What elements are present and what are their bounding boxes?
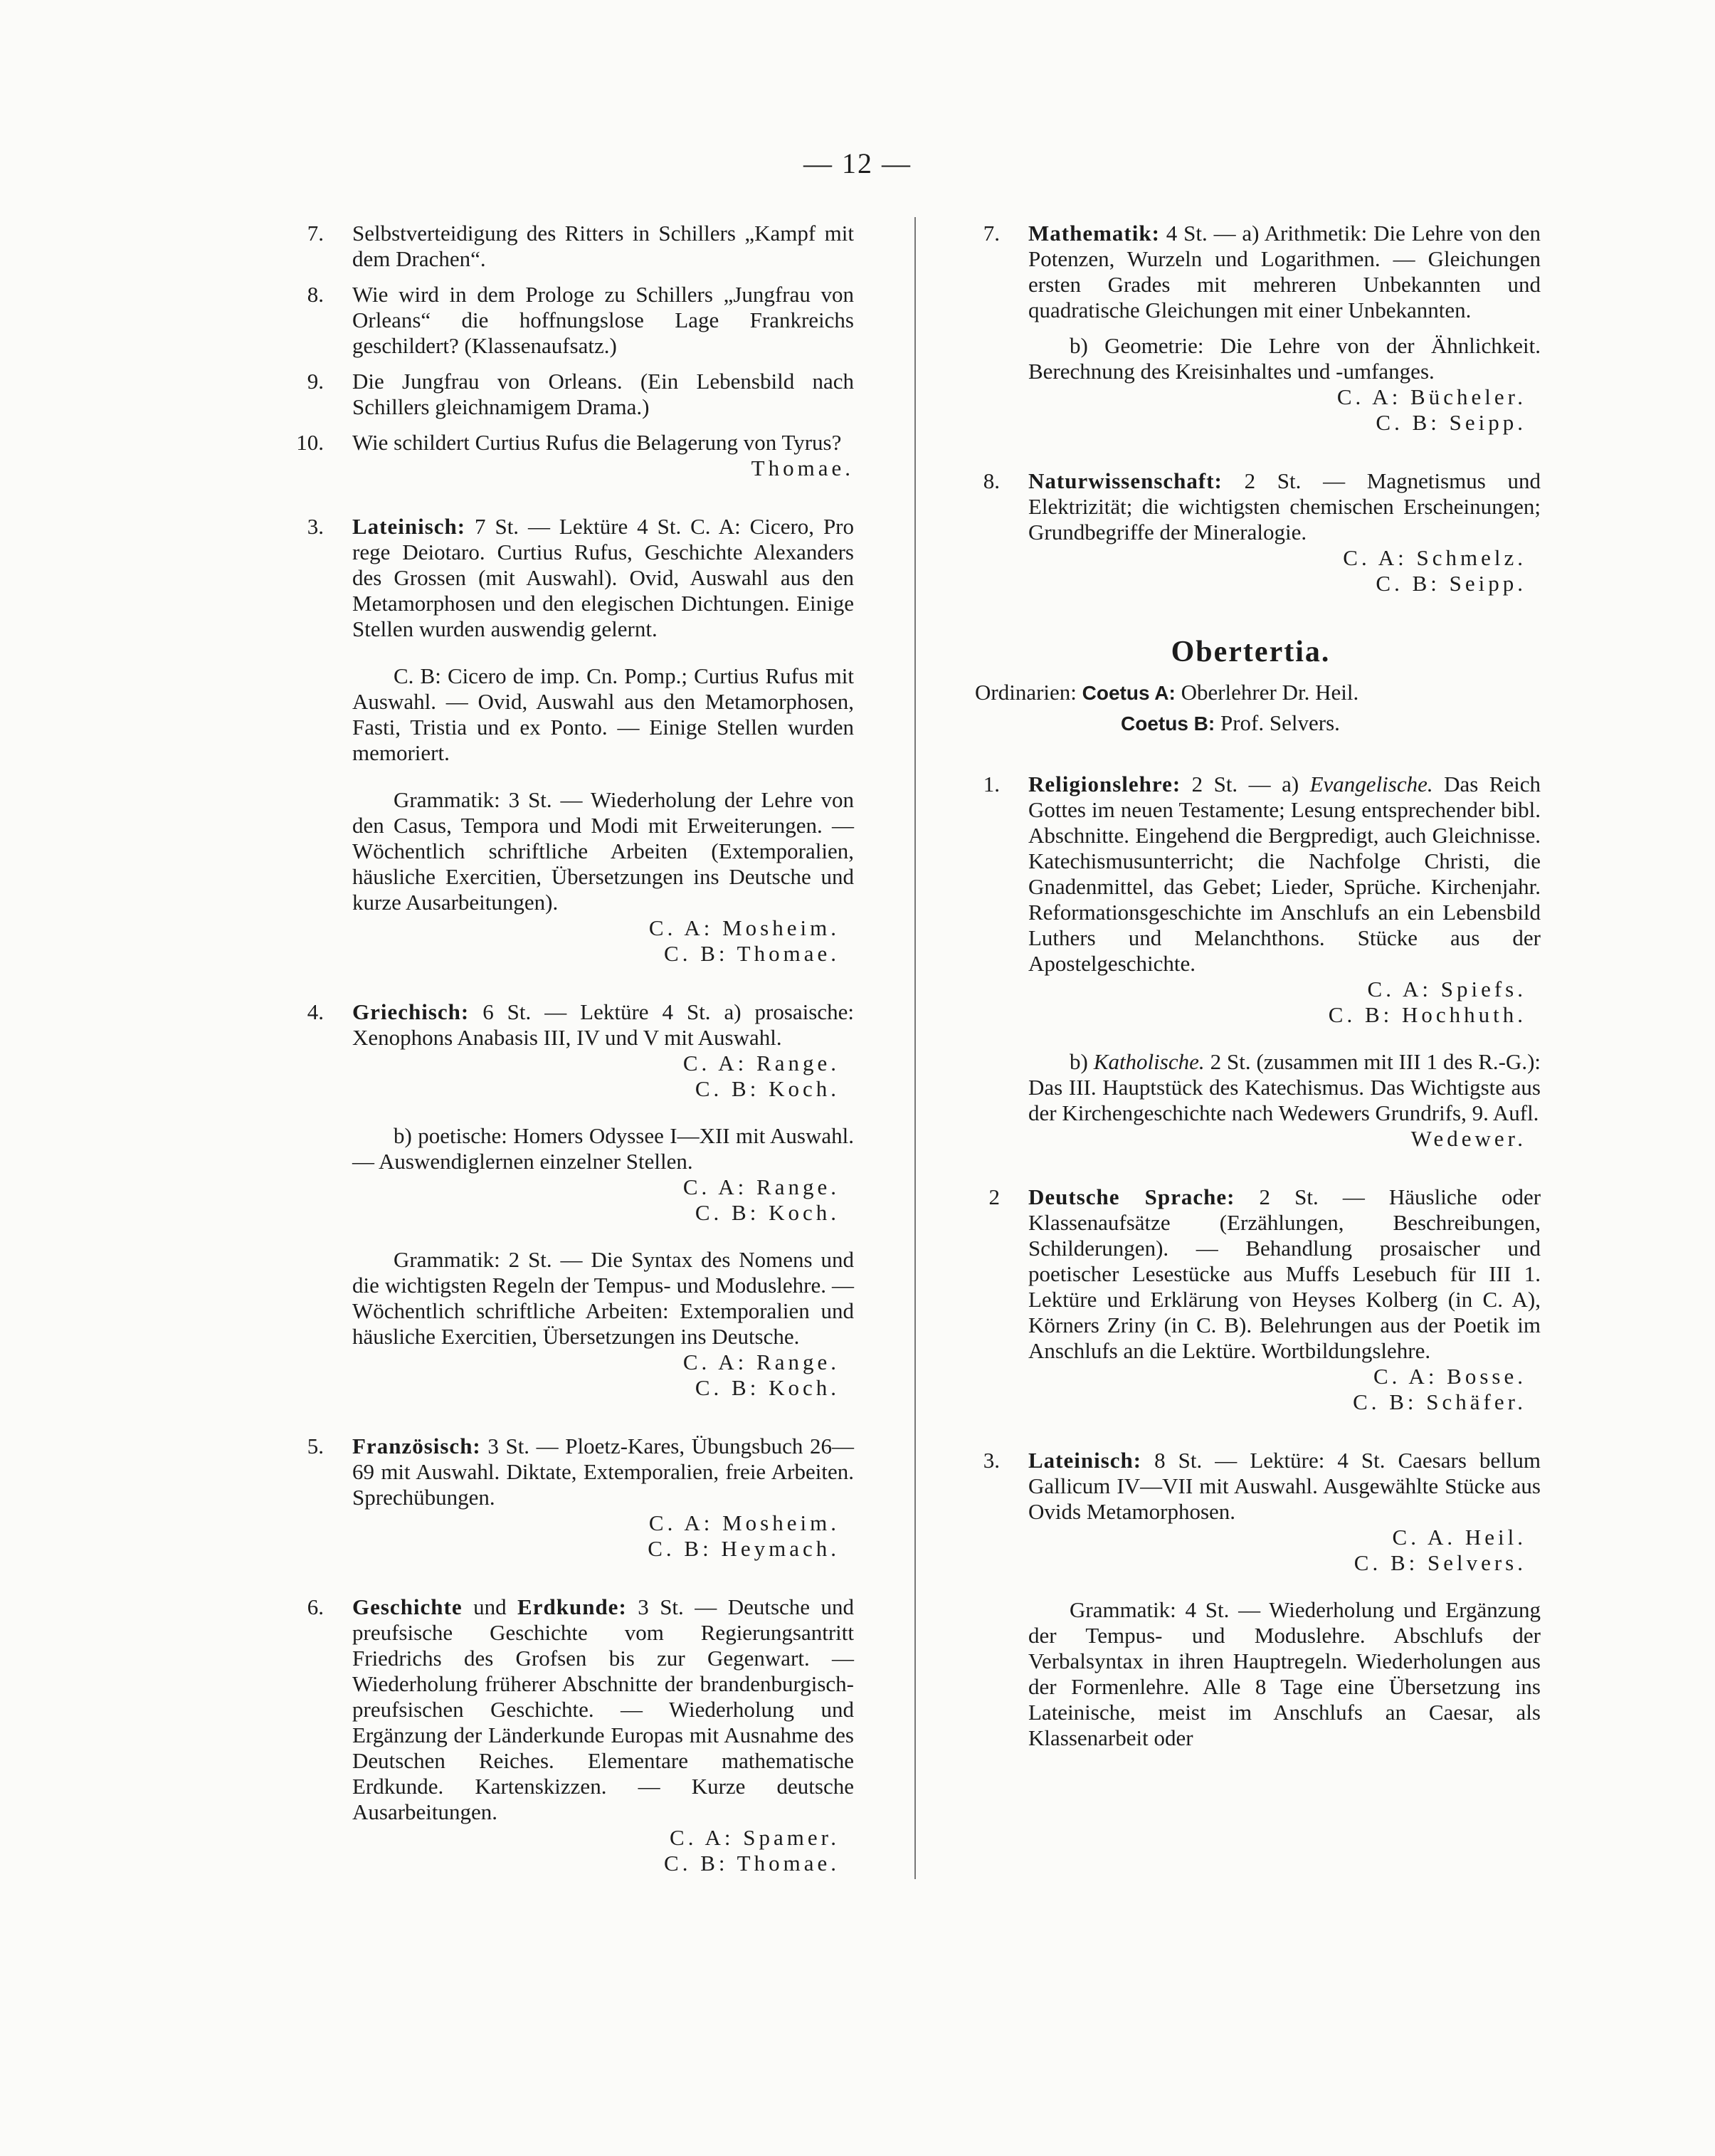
teacher-ca: C. A: Range.	[682, 1174, 840, 1199]
ordinarien-line-b	[961, 708, 1541, 739]
subject-title: Lateinisch:	[352, 514, 466, 539]
essay-topic-8	[285, 282, 854, 359]
subject-text: 3 St. — Deutsche und preufsische Geschichte vom Regierungsantritt Friedrichs des Grofsen bis zur Gegenwart. — Wiederholung früherer Abschnitte der brandenburgisch-preufsischen Geschichte. — Wiederholung und Ergänzung der Länderkunde Europas mit Ausnahme des Deutschen Reiches. Elementare mathematische Erdkunde. Kartenskizzen. — Kurze deutsche Ausarbeitungen.	[352, 1594, 854, 1824]
teacher-cb: C. B: Schäfer.	[1353, 1389, 1526, 1414]
teacher-cb: C. B: Thomae.	[664, 1851, 840, 1876]
subject-title: Deutsche Sprache:	[1028, 1184, 1235, 1209]
essay-topic-10	[285, 430, 854, 481]
poetic-reading: b) poetische: Homers Odyssee I—XII mit Auswahl. — Auswendiglernen einzelner Stellen.	[352, 1123, 854, 1174]
teacher-cb: C. B: Thomae.	[664, 941, 840, 966]
teacher-ca: C. A: Mosheim.	[648, 1510, 840, 1535]
catholic-label: Katholische.	[1093, 1049, 1205, 1074]
item-number: 1.	[983, 772, 1000, 796]
coetus-b-reading: C. B: Cicero de imp. Cn. Pomp.; Curtius Rufus mit Auswahl. — Ovid, Auswahl aus den Metamorphosen, Fasti, Tristia und ex Ponto. — Einige Stellen wurden memoriert.	[352, 663, 854, 765]
subject-title: Naturwissenschaft:	[1028, 468, 1223, 493]
subject-intro: 7 St. — Lektüre 4 St. C. A: Cicero, Pro rege Deiotaro. Curtius Rufus, Geschichte Alexanders des Grossen (mit Auswahl). Ovid, Auswahl aus den Metamorphosen und den elegischen Dichtungen. Einige Stellen wurden auswendig gelernt.	[352, 514, 855, 641]
teacher-ca: C. A: Bosse.	[1373, 1364, 1526, 1389]
teacher-ca: C. A: Schmelz.	[1343, 545, 1526, 570]
subject-title: Französisch:	[352, 1434, 481, 1458]
teacher-ca: C. A: Spiefs.	[1367, 977, 1526, 1001]
item-number: 8.	[983, 468, 1000, 493]
teacher-ca: C. A: Range.	[682, 1051, 840, 1076]
subject-history-geography	[285, 1594, 854, 1876]
subject-text: 2 St. — Häusliche oder Klassenaufsätze (Erzählungen, Beschreibungen, Schilderungen). — Behandlung prosaischer und poetischer Lesestücke aus Muffs Lesebuch für III 1. Lektüre und Erklärung von Heyses Kolberg (in C. A), Körners Zriny (in C. B). Belehrungen aus der Poetik im Anschlufs an die Lektüre. Wortbildungslehre.	[1028, 1184, 1541, 1363]
evangelical-label: Evangelische.	[1309, 772, 1433, 796]
subject-title-and: und	[473, 1594, 507, 1619]
subject-latin	[285, 514, 854, 967]
subject-text: 4 St. — a) Arithmetik: Die Lehre von den Potenzen, Wurzeln und Logarithmen. — Gleichungen ersten Grades mit mehreren Unbekannten und quadratische Gleichungen mit einer Unbekannten.	[1028, 221, 1541, 322]
item-text: Wie wird in dem Prologe zu Schillers „Jungfrau von Orleans“ die hoffnungslose Lage Frankreichs geschildert? (Klassenaufsatz.)	[352, 282, 854, 358]
catholic-body: 2 St. (zusammen mit III 1 des R.-G.): Das III. Hauptstück des Katechismus. Das Wichtigste aus der Kirchengeschichte nach Wedewers Grundrifs, 9. Aufl.	[1028, 1049, 1541, 1125]
item-number: 7.	[307, 221, 324, 246]
item-number: 8.	[307, 282, 324, 307]
teacher-cb: C. B: Koch.	[695, 1200, 840, 1225]
subject-title: Lateinisch:	[1028, 1448, 1142, 1473]
teacher-name: Wedewer.	[1410, 1126, 1526, 1151]
subject-french	[285, 1434, 854, 1562]
teacher-cb: C. B: Selvers.	[1353, 1550, 1526, 1575]
catholic-text	[1028, 1049, 1541, 1126]
teacher-cb: C. B: Koch.	[695, 1375, 840, 1400]
ordinarien-line-a	[961, 678, 1541, 708]
grammar-text: Grammatik: 2 St. — Die Syntax des Nomens und die wichtigsten Regeln der Tempus- und Moduslehre. — Wöchentlich schriftliche Arbeiten: Extemporalien und häusliche Exercitien, Übersetzungen ins Deutsche.	[352, 1247, 854, 1349]
grammar-text: Grammatik: 4 St. — Wiederholung und Ergänzung der Tempus- und Moduslehre. Abschlufs der Verbalsyntax in ihren Hauptregeln. Wiederholungen aus der Formenlehre. Alle 8 Tage eine Übersetzung ins Lateinische, meist im Anschlufs an Caesar, als Klassenarbeit oder	[1028, 1597, 1541, 1750]
item-text: Die Jungfrau von Orleans. (Ein Lebensbild nach Schillers gleichnamigem Drama.)	[352, 369, 854, 419]
page-number: — 12 —	[803, 147, 912, 179]
item-number: 6.	[307, 1594, 324, 1619]
subject-religion	[961, 772, 1541, 1152]
coetus-a-label: Coetus A:	[1082, 682, 1176, 704]
subject-intro: 2 St. — a)	[1191, 772, 1299, 796]
subject-german	[961, 1184, 1541, 1415]
essay-topic-9	[285, 369, 854, 420]
geometry-text: b) Geometrie: Die Lehre von der Ähnlichkeit. Berechnung des Kreisinhaltes und -umfanges.	[1028, 333, 1541, 384]
subject-greek	[285, 999, 854, 1401]
item-number: 2	[988, 1184, 1000, 1209]
subject-text: Das Reich Gottes im neuen Testamente; Lesung entsprechender bibl. Abschnitte. Eingehend die Bergpredigt, auch Gleichnisse. Katechismusunterricht; die Nachfolge Christi, die Gnadenmittel, das Gebet; Lieder, Sprüche. Kirchenjahr. Reformationsgeschichte im Anschlufs an ein Lebensbild Luthers und Melanchthons. Stücke aus der Apostelgeschichte.	[1028, 772, 1541, 976]
subject-mathematics	[961, 221, 1541, 436]
subject-title: Religionslehre:	[1028, 772, 1181, 796]
column-divider	[914, 217, 916, 1879]
teacher-cb: C. B: Koch.	[695, 1076, 840, 1101]
subject-intro: 6 St. — Lektüre 4 St. a) prosaische: Xenophons Anabasis III, IV und V mit Auswahl.	[352, 999, 854, 1050]
teacher-cb: C. B: Hochhuth.	[1328, 1002, 1526, 1027]
grammar-text: Grammatik: 3 St. — Wiederholung der Lehre von den Casus, Tempora und Modi mit Erweiterungen. — Wöchentlich schriftliche Arbeiten (Extemporalien, häusliche Exercitien, Übersetzungen ins Deutsche und kurze Ausarbeitungen).	[352, 787, 854, 915]
item-number: 3.	[983, 1448, 1000, 1473]
coetus-b-teacher: Prof. Selvers.	[1220, 710, 1340, 735]
subject-latin	[961, 1448, 1541, 1751]
subject-text: 2 St. — Magnetismus und Elektrizität; die wichtigsten chemischen Erscheinungen; Grundbegriffe der Mineralogie.	[1028, 468, 1541, 545]
teacher-ca: C. A: Mosheim.	[648, 915, 840, 940]
subject-title: Mathematik:	[1028, 221, 1160, 246]
item-number: 5.	[307, 1434, 324, 1458]
subject-science	[961, 468, 1541, 596]
item-text: Wie schildert Curtius Rufus die Belagerung von Tyrus?	[352, 430, 842, 455]
essay-topic-7	[285, 221, 854, 272]
teacher-ca: C. A. Heil.	[1392, 1525, 1526, 1550]
subject-title-geography: Erdkunde:	[517, 1594, 627, 1619]
subject-text: 8 St. — Lektüre: 4 St. Caesars bellum Gallicum IV—VII mit Auswahl. Ausgewählte Stücke aus Ovids Metamorphosen.	[1028, 1448, 1541, 1524]
right-column	[961, 221, 1541, 1751]
left-column	[285, 221, 854, 1876]
teacher-cb: C. B: Heymach.	[648, 1536, 840, 1561]
section-title: Obertertia.	[1171, 636, 1331, 668]
teacher-cb: C. B: Seipp.	[1376, 571, 1526, 596]
subject-title-history: Geschichte	[352, 1594, 463, 1619]
item-text: Selbstverteidigung des Ritters in Schillers „Kampf mit dem Drachen“.	[352, 221, 854, 271]
subject-title: Griechisch:	[352, 999, 470, 1024]
teacher-ca: C. A: Bücheler.	[1336, 384, 1526, 409]
teacher-cb: C. B: Seipp.	[1376, 410, 1526, 435]
item-number: 10.	[296, 430, 324, 455]
ordinarien-label: Ordinarien:	[975, 680, 1077, 705]
teacher-name: Thomae.	[751, 456, 854, 480]
catholic-prefix: b)	[1070, 1049, 1088, 1074]
coetus-a-teacher: Oberlehrer Dr. Heil.	[1181, 680, 1359, 705]
item-number: 4.	[307, 999, 324, 1024]
ordinarien	[961, 678, 1541, 739]
item-number: 9.	[307, 369, 324, 394]
item-number: 3.	[307, 514, 324, 539]
coetus-b-label: Coetus B:	[1121, 712, 1215, 735]
subject-text: 3 St. — Ploetz-Kares, Übungsbuch 26—69 mit Auswahl. Diktate, Extemporalien, freie Arbeiten. Sprechübungen.	[352, 1434, 854, 1510]
teacher-ca: C. A: Spamer.	[670, 1825, 840, 1850]
item-number: 7.	[983, 221, 1000, 246]
teacher-ca: C. A: Range.	[682, 1350, 840, 1374]
